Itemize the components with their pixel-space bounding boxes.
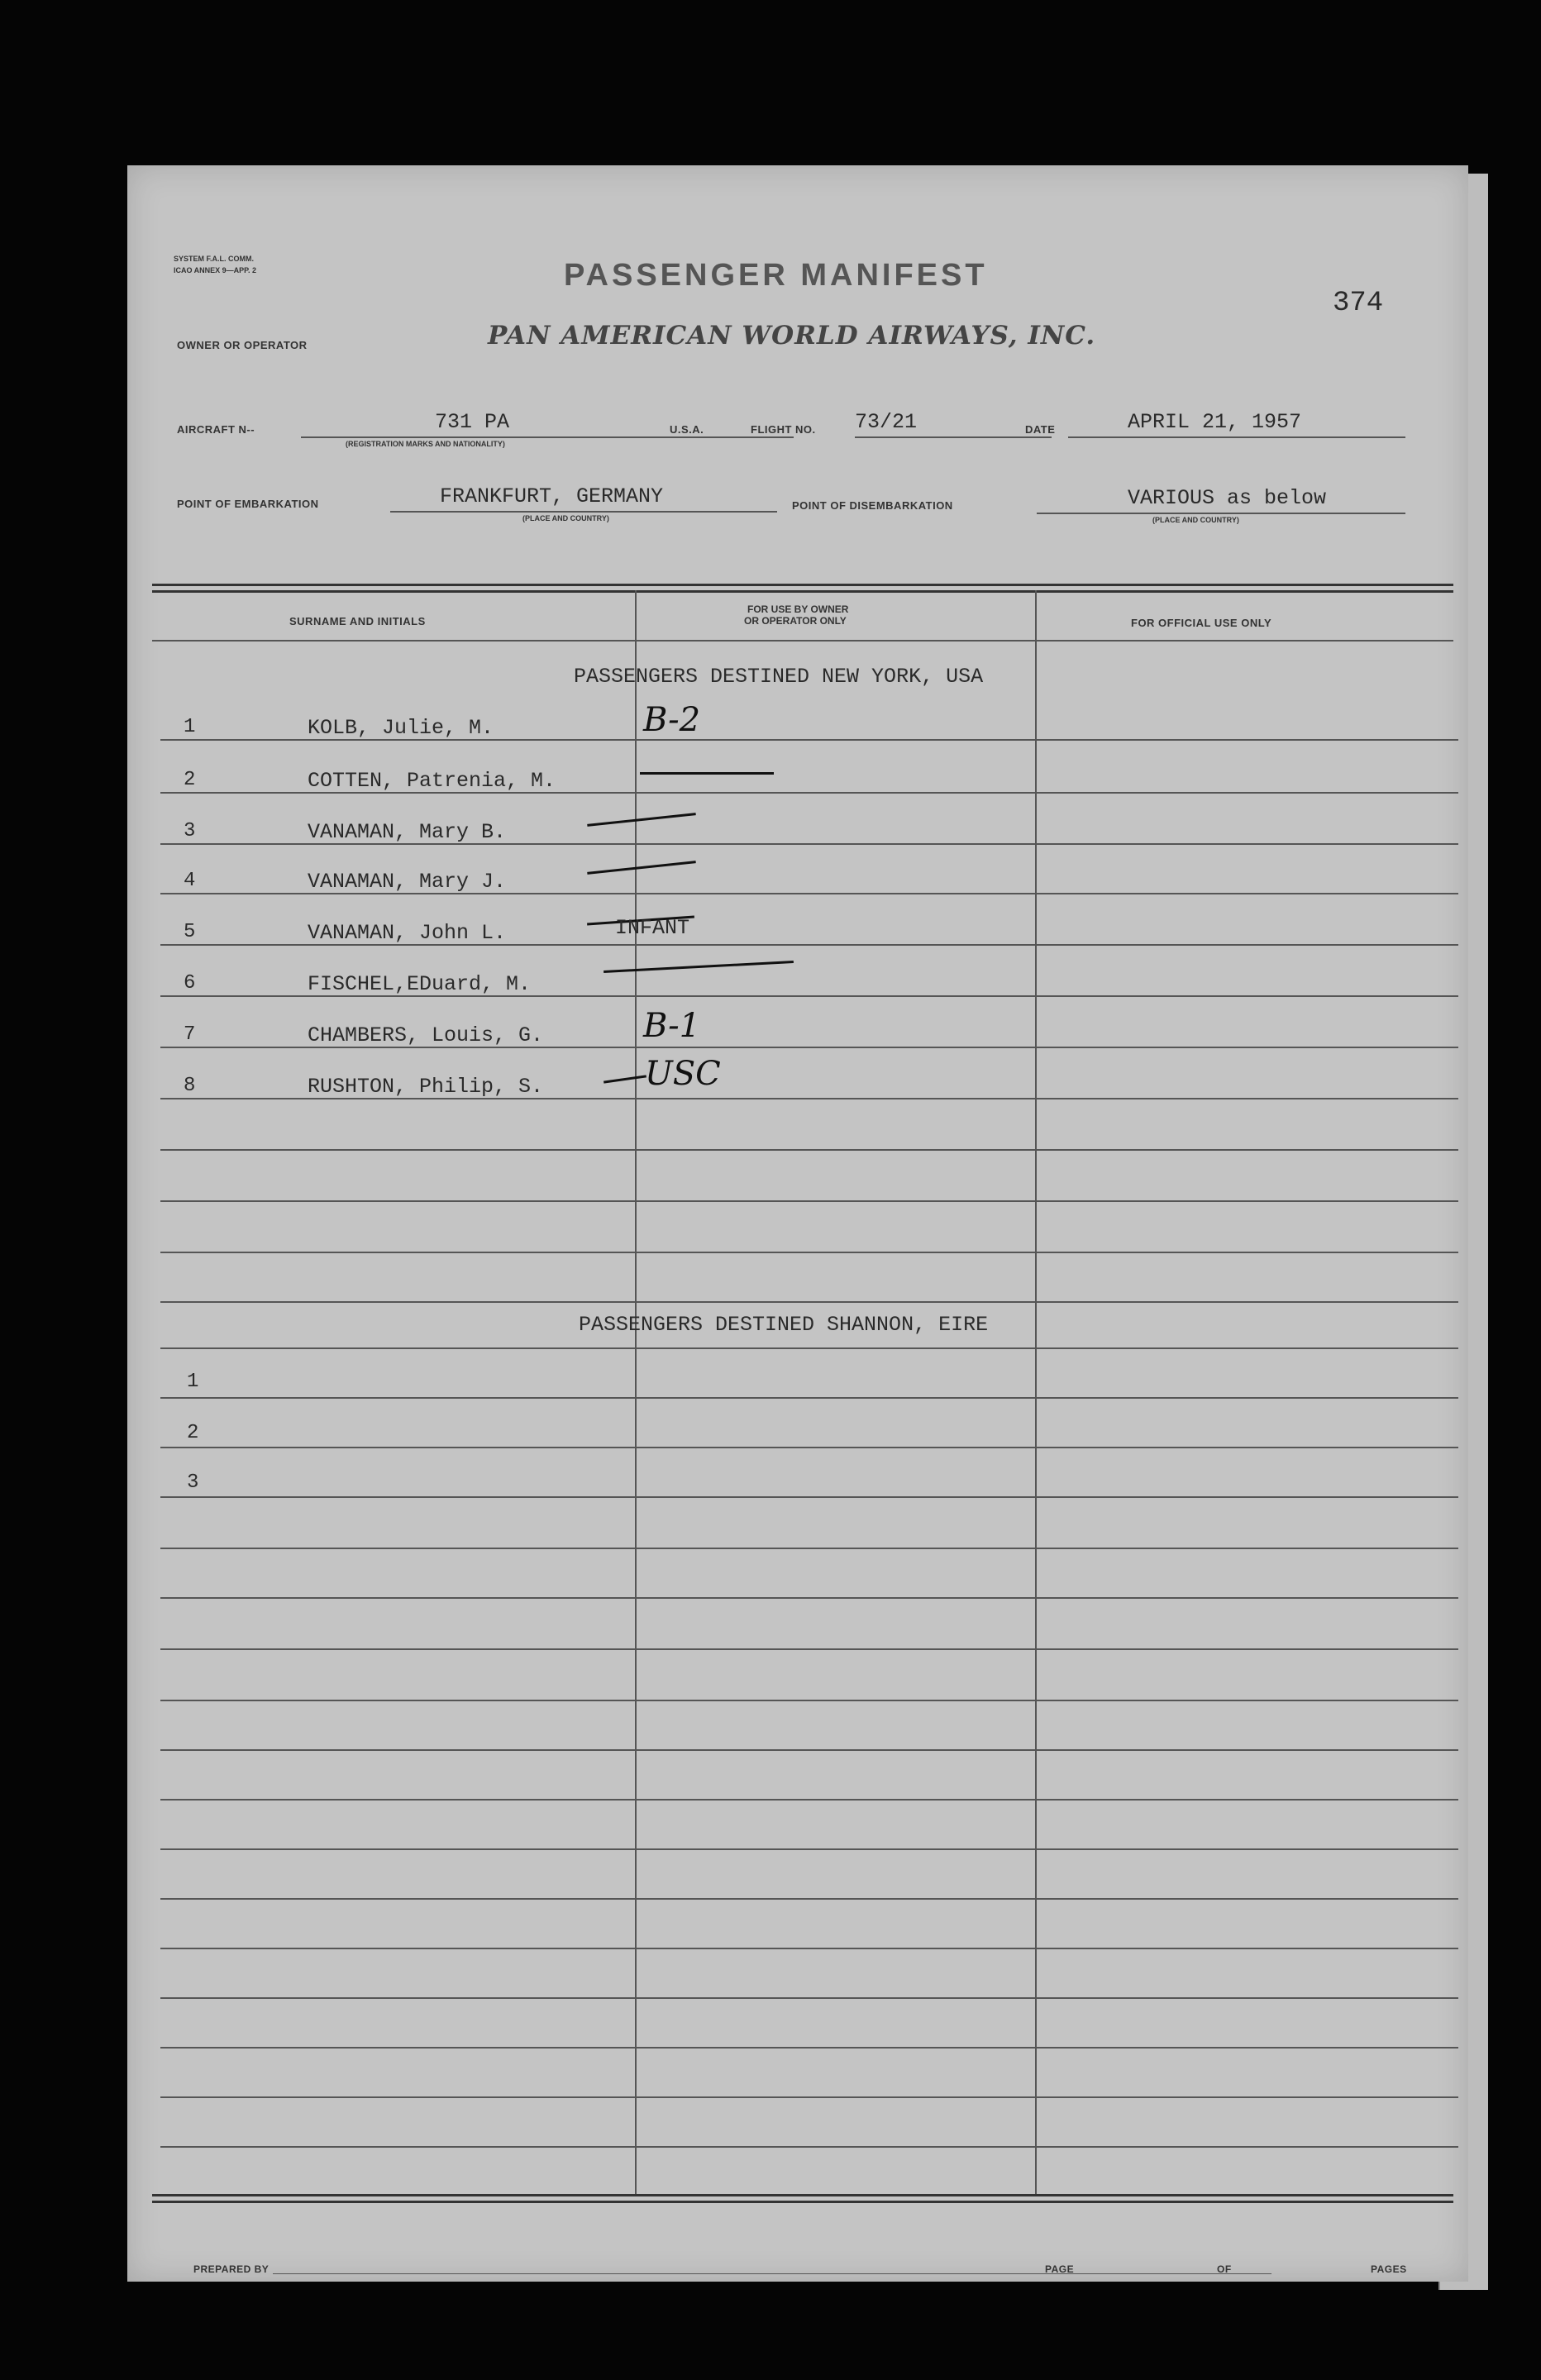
row-line [160,1548,1458,1549]
section-heading-new-york: PASSENGERS DESTINED NEW YORK, USA [574,665,984,689]
row-line [160,843,1458,845]
passenger-number: 3 [184,820,196,842]
column-header-owner-2: OR OPERATOR ONLY [744,615,847,627]
passenger-number: 1 [187,1371,199,1393]
header-divider [152,640,1453,642]
passenger-number: 3 [187,1471,199,1494]
section-heading-shannon: PASSENGERS DESTINED SHANNON, EIRE [579,1313,989,1337]
row-line [160,1301,1458,1303]
row-line [160,1898,1458,1900]
prepared-by-label: PREPARED BY [193,2263,270,2275]
manifest-sheet [127,165,1468,2282]
passenger-number: 2 [184,769,196,791]
row-line [160,1149,1458,1151]
handwritten-dash [604,1075,646,1083]
flight-value: 73/21 [855,410,918,434]
column-divider-2 [1035,590,1037,2194]
passenger-name: VANAMAN, Mary J. [308,870,507,894]
disembarkation-caption: (PLACE AND COUNTRY) [1152,516,1239,524]
passenger-number: 8 [184,1075,196,1097]
page-label: PAGE [1045,2263,1075,2275]
table-top-border [152,584,1453,593]
infant-mark: INFANT [615,916,690,940]
row-line [160,995,1458,997]
owner-label: OWNER OR OPERATOR [177,339,308,351]
date-value: APRIL 21, 1957 [1128,410,1302,434]
passenger-number: 6 [184,972,196,994]
row-line [160,1496,1458,1498]
handwritten-dash [604,961,794,973]
passenger-name: COTTEN, Patrenia, M. [308,769,556,793]
row-line [160,1347,1458,1349]
row-line [160,739,1458,741]
column-divider-1 [635,590,637,2194]
passenger-number: 7 [184,1023,196,1046]
row-line [160,792,1458,794]
row-line [160,1848,1458,1850]
page-number: 374 [1333,288,1384,319]
of-label: OF [1217,2263,1232,2275]
embarkation-value: FRANKFURT, GERMANY [440,484,664,508]
row-line [160,2047,1458,2049]
passenger-number: 5 [184,921,196,943]
handwritten-dash [640,772,774,775]
row-line [160,893,1458,894]
row-line [160,1447,1458,1448]
handwritten-citizen-mark: USC [645,1055,721,1093]
passenger-name: FISCHEL,EDuard, M. [308,972,532,996]
row-line [160,1047,1458,1048]
column-header-surname: SURNAME AND INITIALS [289,615,426,627]
handwritten-dash [587,813,696,827]
handwritten-dash [587,861,696,875]
row-line [160,2146,1458,2148]
pages-label: PAGES [1371,2263,1407,2275]
passenger-number: 2 [187,1422,199,1444]
passenger-name: VANAMAN, Mary B. [308,820,507,844]
disembarkation-label: POINT OF DISEMBARKATION [792,499,953,512]
row-line [160,1948,1458,1949]
row-line [160,1648,1458,1650]
passenger-number: 1 [184,716,196,738]
date-label: DATE [1025,423,1056,436]
aircraft-label: AIRCRAFT N-- [177,423,255,436]
row-line [160,1200,1458,1202]
row-line [160,1397,1458,1399]
table-bottom-border [152,2194,1453,2203]
row-line [160,2096,1458,2098]
row-line [160,1799,1458,1801]
row-line [160,944,1458,946]
handwritten-visa-mark: B-1 [643,1007,701,1045]
row-line [160,1597,1458,1599]
usa-label: U.S.A. [670,423,704,436]
row-line [160,1098,1458,1099]
column-header-owner-1: FOR USE BY OWNER [747,603,849,615]
embarkation-caption: (PLACE AND COUNTRY) [522,514,609,522]
row-line [160,1749,1458,1751]
corner-text-2: ICAO ANNEX 9—APP. 2 [174,266,257,274]
passenger-name: RUSHTON, Philip, S. [308,1075,544,1099]
column-header-official: FOR OFFICIAL USE ONLY [1131,617,1272,629]
aircraft-value: 731 PA [435,410,510,434]
flight-label: FLIGHT NO. [751,423,816,436]
embarkation-label: POINT OF EMBARKATION [177,498,319,510]
company-name: PAN AMERICAN WORLD AIRWAYS, INC. [488,321,1096,351]
row-line [160,1997,1458,1999]
row-line [160,1252,1458,1253]
passenger-name: KOLB, Julie, M. [308,716,494,740]
passenger-name: VANAMAN, John L. [308,921,507,945]
passenger-name: CHAMBERS, Louis, G. [308,1023,544,1047]
row-line [160,1700,1458,1701]
page-title: PASSENGER MANIFEST [564,258,988,293]
corner-text-1: SYSTEM F.A.L. COMM. [174,255,255,263]
disembarkation-value: VARIOUS as below [1128,486,1327,510]
handwritten-visa-mark: B-2 [643,701,701,739]
passenger-number: 4 [184,870,196,892]
registration-caption: (REGISTRATION MARKS AND NATIONALITY) [346,440,505,448]
